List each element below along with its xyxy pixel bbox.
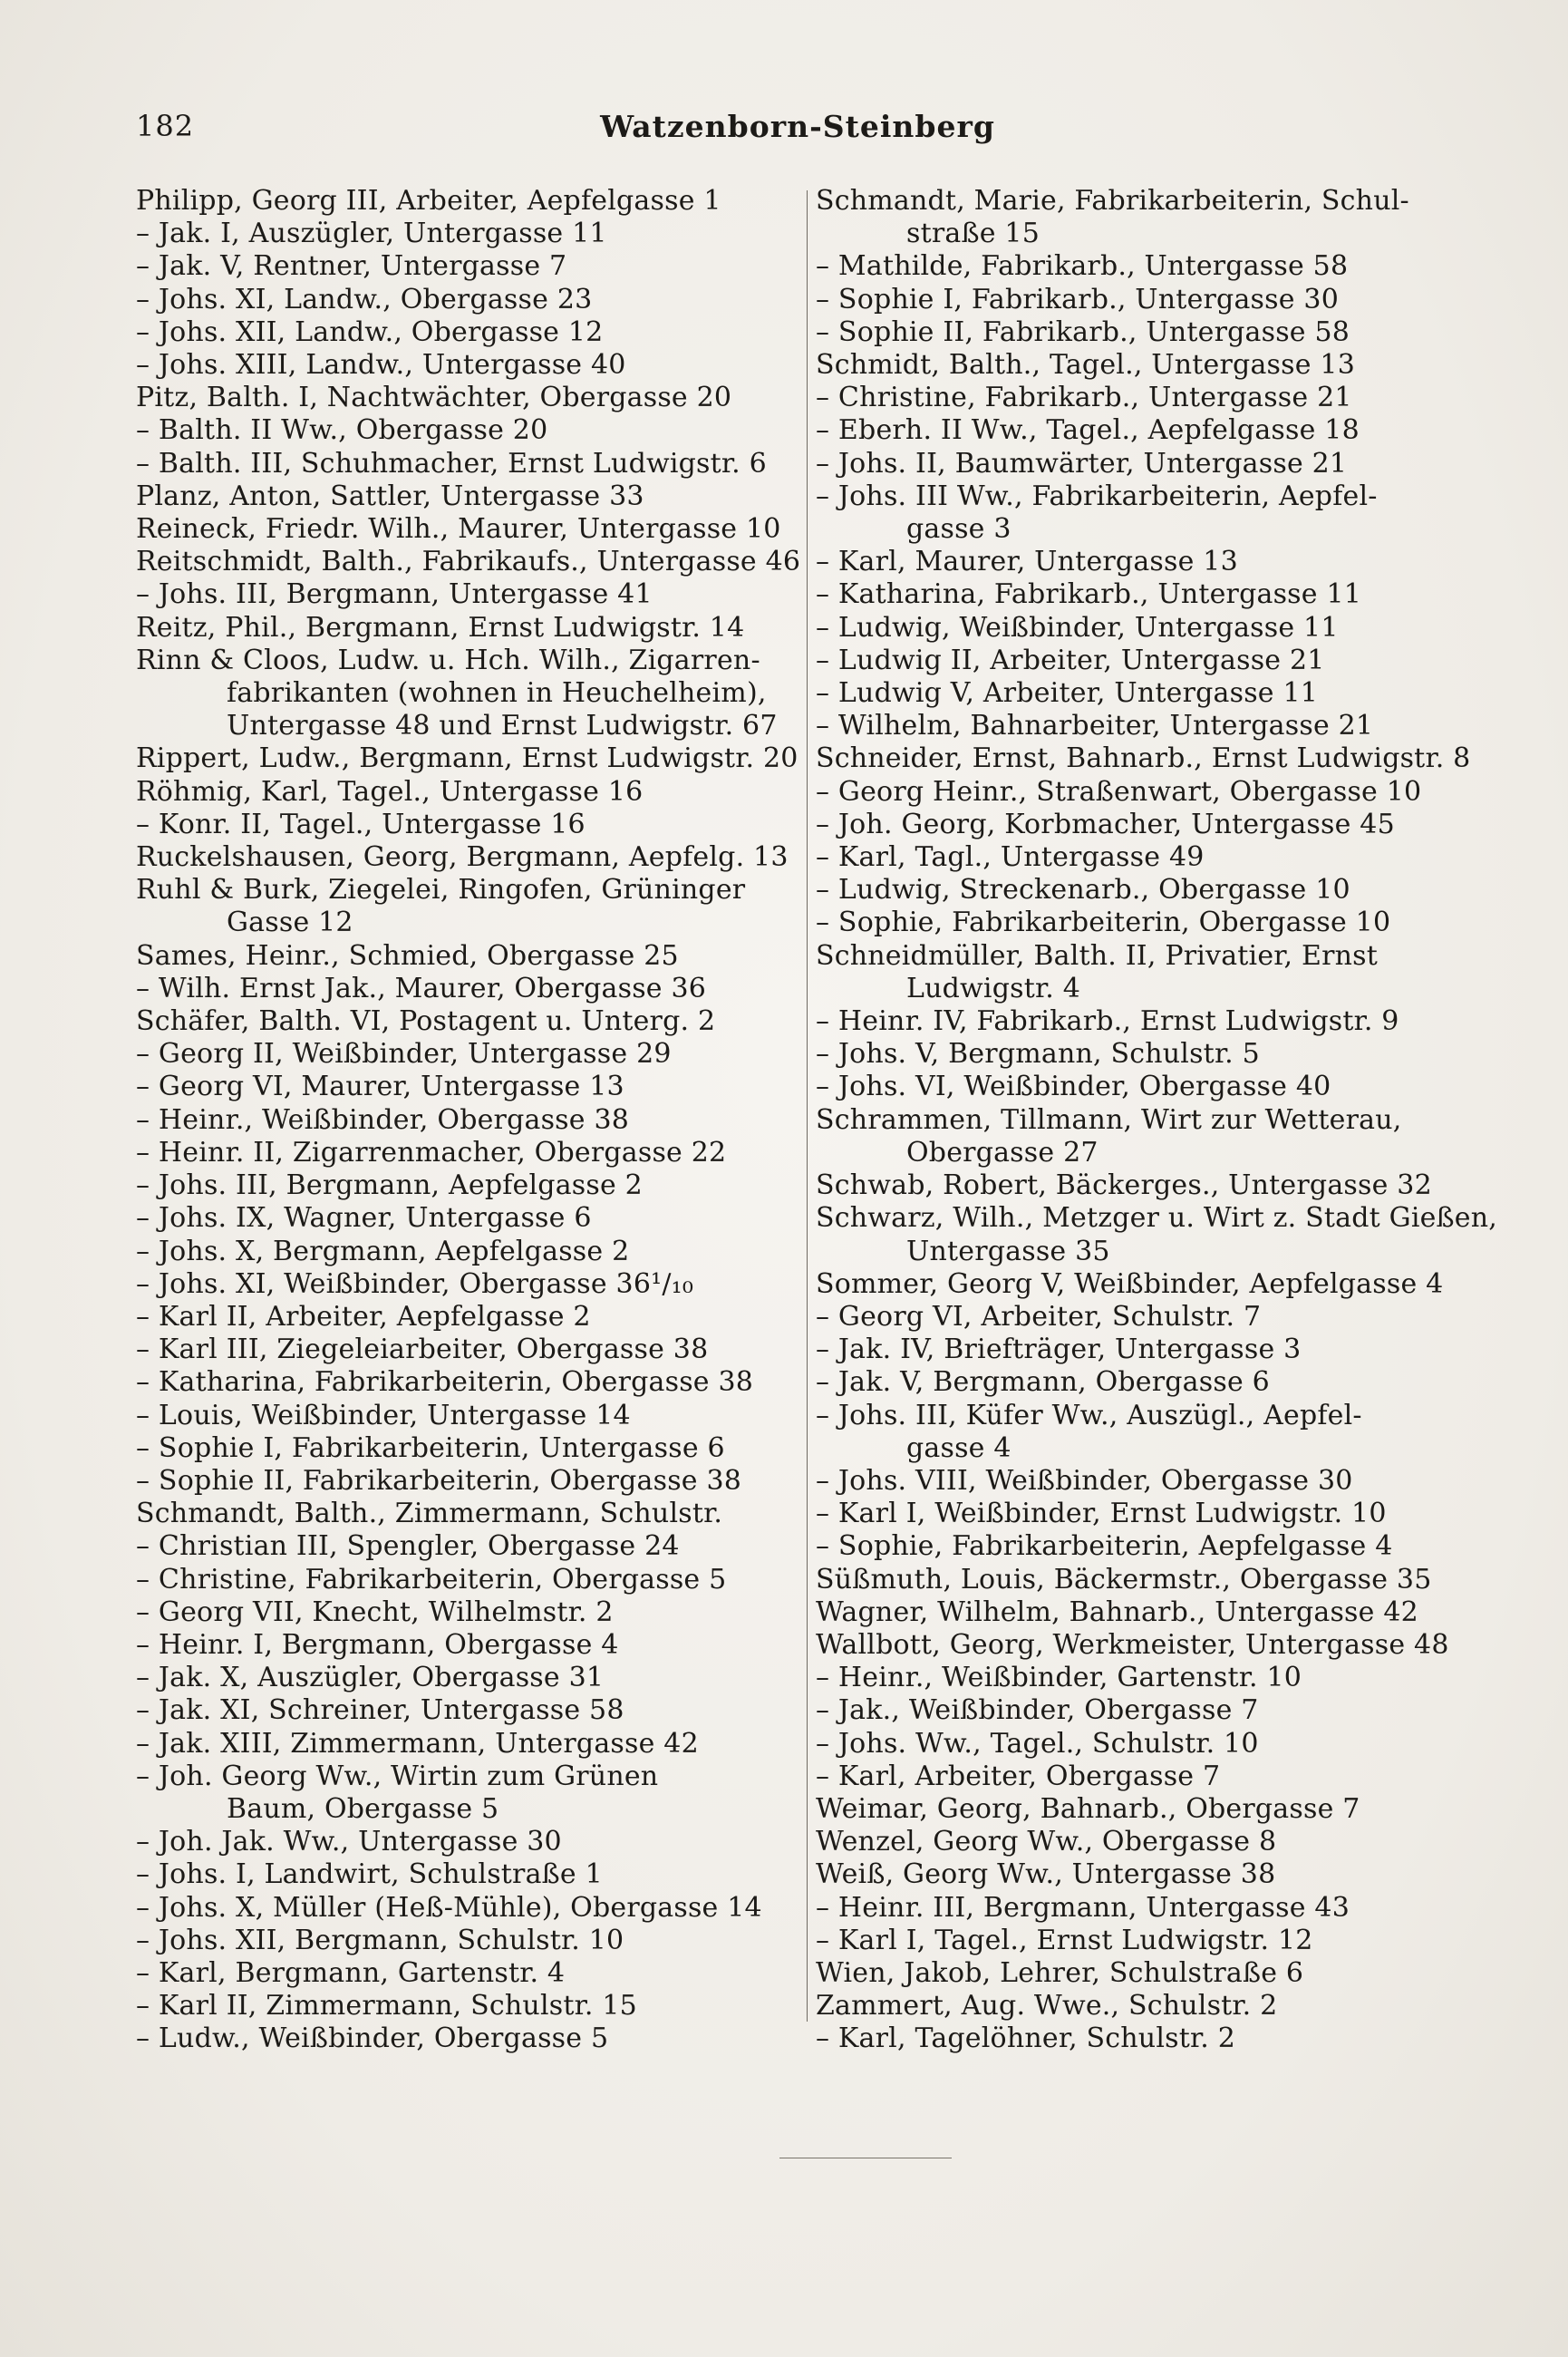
directory-entry: – Balth. III, Schuhmacher, Ernst Ludwigstr. 6 (136, 447, 767, 480)
directory-entry: – Johs. V, Bergmann, Schulstr. 5 (816, 1038, 1260, 1071)
directory-entry-continuation: Obergasse 27 (906, 1136, 1099, 1169)
directory-entry: Schwarz, Wilh., Metzger u. Wirt z. Stadt Gießen, (816, 1202, 1498, 1235)
directory-entry: – Karl, Arbeiter, Obergasse 7 (816, 1760, 1221, 1792)
directory-entry: Sommer, Georg V, Weißbinder, Aepfelgasse 4 (816, 1267, 1444, 1300)
directory-entry: Rippert, Ludw., Bergmann, Ernst Ludwigstr. 20 (136, 742, 799, 775)
directory-entry: Schmandt, Marie, Fabrikarbeiterin, Schul- (816, 185, 1409, 217)
page-number: 182 (136, 109, 195, 143)
directory-entry: – Sophie II, Fabrikarb., Untergasse 58 (816, 315, 1350, 348)
directory-entry: – Jak. X, Auszügler, Obergasse 31 (136, 1662, 605, 1694)
directory-entry: – Georg VII, Knecht, Wilhelmstr. 2 (136, 1596, 614, 1628)
directory-entry: – Heinr. I, Bergmann, Obergasse 4 (136, 1628, 619, 1661)
directory-entry: Reitz, Phil., Bergmann, Ernst Ludwigstr. 14 (136, 611, 745, 644)
directory-entry-continuation: gasse 4 (906, 1431, 1011, 1464)
directory-entry: Reineck, Friedr. Wilh., Maurer, Untergasse 10 (136, 513, 781, 546)
directory-entry: – Sophie, Fabrikarbeiterin, Obergasse 10 (816, 907, 1391, 939)
directory-entry: – Johs. III, Bergmann, Untergasse 41 (136, 578, 653, 611)
directory-entry: – Ludwig, Weißbinder, Untergasse 11 (816, 611, 1339, 644)
directory-entry-continuation: Untergasse 48 und Ernst Ludwigstr. 67 (227, 710, 778, 742)
directory-entry: – Katharina, Fabrikarbeiterin, Obergasse 38 (136, 1366, 754, 1399)
directory-entry: – Karl, Tagl., Untergasse 49 (816, 841, 1205, 874)
directory-entry: Wagner, Wilhelm, Bahnarb., Untergasse 42 (816, 1596, 1418, 1628)
directory-entry: – Georg VI, Arbeiter, Schulstr. 7 (816, 1300, 1262, 1333)
directory-entry: Weiß, Georg Ww., Untergasse 38 (816, 1858, 1276, 1891)
directory-entry: Ruhl & Burk, Ziegelei, Ringofen, Grüninger (136, 874, 746, 907)
directory-entry: Ruckelshausen, Georg, Bergmann, Aepfelg. 13 (136, 841, 789, 874)
directory-entry: Wenzel, Georg Ww., Obergasse 8 (816, 1826, 1277, 1858)
directory-entry: Philipp, Georg III, Arbeiter, Aepfelgasse 1 (136, 185, 721, 217)
directory-entry: – Christian III, Spengler, Obergasse 24 (136, 1530, 680, 1563)
right-column (816, 185, 1498, 2056)
directory-entry: – Johs. XIII, Landw., Untergasse 40 (136, 349, 626, 382)
directory-entry: – Johs. III, Küfer Ww., Auszügl., Aepfel- (816, 1399, 1362, 1431)
directory-entry: – Sophie I, Fabrikarb., Untergasse 30 (816, 283, 1340, 315)
directory-entry: – Johs. II, Baumwärter, Untergasse 21 (816, 447, 1348, 480)
directory-entry: – Balth. II Ww., Obergasse 20 (136, 414, 548, 447)
directory-entry: – Jak. XIII, Zimmermann, Untergasse 42 (136, 1727, 699, 1760)
directory-entry: – Johs. X, Müller (Heß-Mühle), Obergasse 14 (136, 1891, 762, 1924)
directory-entry: – Johs. I, Landwirt, Schulstraße 1 (136, 1858, 603, 1891)
directory-entry: Schmandt, Balth., Zimmermann, Schulstr. (136, 1498, 723, 1530)
directory-entry: Reitschmidt, Balth., Fabrikaufs., Untergasse 46 (136, 546, 801, 578)
directory-entry: – Karl II, Arbeiter, Aepfelgasse 2 (136, 1300, 591, 1333)
directory-entry: – Ludwig II, Arbeiter, Untergasse 21 (816, 644, 1325, 676)
directory-entry: – Jak. V, Bergmann, Obergasse 6 (816, 1366, 1270, 1399)
directory-entry: – Sophie, Fabrikarbeiterin, Aepfelgasse 4 (816, 1530, 1393, 1563)
directory-entry: – Heinr. II, Zigarrenmacher, Obergasse 22 (136, 1136, 727, 1169)
directory-entry: Zammert, Aug. Wwe., Schulstr. 2 (816, 1990, 1278, 2022)
directory-entry: – Christine, Fabrikarb., Untergasse 21 (816, 382, 1352, 414)
directory-entry: Schäfer, Balth. VI, Postagent u. Unterg. 2 (136, 1005, 716, 1038)
directory-entry: Schwab, Robert, Bäckerges., Untergasse 32 (816, 1169, 1432, 1202)
directory-entry: Schneider, Ernst, Bahnarb., Ernst Ludwigstr. 8 (816, 742, 1471, 775)
directory-entry: – Jak. XI, Schreiner, Untergasse 58 (136, 1694, 624, 1727)
directory-entry: – Georg II, Weißbinder, Untergasse 29 (136, 1038, 672, 1071)
directory-entry: – Mathilde, Fabrikarb., Untergasse 58 (816, 250, 1349, 283)
directory-entry: – Heinr. IV, Fabrikarb., Ernst Ludwigstr. 9 (816, 1005, 1399, 1038)
directory-entry-continuation: Untergasse 35 (906, 1235, 1110, 1267)
directory-entry: – Karl, Maurer, Untergasse 13 (816, 546, 1238, 578)
directory-entry: – Heinr., Weißbinder, Gartenstr. 10 (816, 1662, 1302, 1694)
directory-entry: Röhmig, Karl, Tagel., Untergasse 16 (136, 775, 644, 808)
directory-entry: – Karl I, Weißbinder, Ernst Ludwigstr. 10 (816, 1498, 1387, 1530)
directory-entry: – Heinr., Weißbinder, Obergasse 38 (136, 1103, 630, 1136)
directory-entry-continuation: Ludwigstr. 4 (906, 972, 1080, 1004)
directory-entry: – Ludwig, Streckenarb., Obergasse 10 (816, 874, 1350, 907)
directory-entry: – Louis, Weißbinder, Untergasse 14 (136, 1399, 631, 1431)
directory-entry: – Karl III, Ziegeleiarbeiter, Obergasse 38 (136, 1334, 709, 1366)
directory-entry: – Johs. XI, Weißbinder, Obergasse 36¹/₁₀ (136, 1267, 694, 1300)
directory-entry: Schrammen, Tillmann, Wirt zur Wetterau, (816, 1103, 1402, 1136)
directory-entry: Weimar, Georg, Bahnarb., Obergasse 7 (816, 1792, 1360, 1825)
directory-entry: – Joh. Jak. Ww., Untergasse 30 (136, 1826, 562, 1858)
directory-entry: – Joh. Georg Ww., Wirtin zum Grünen (136, 1760, 659, 1792)
directory-entry-continuation: straße 15 (906, 218, 1040, 250)
directory-entry: – Wilhelm, Bahnarbeiter, Untergasse 21 (816, 710, 1374, 742)
directory-entry: – Ludwig V, Arbeiter, Untergasse 11 (816, 677, 1319, 710)
directory-entry: – Karl II, Zimmermann, Schulstr. 15 (136, 1990, 637, 2022)
directory-entry: – Karl I, Tagel., Ernst Ludwigstr. 12 (816, 1924, 1313, 1956)
directory-entry: – Karl, Tagelöhner, Schulstr. 2 (816, 2022, 1235, 2055)
directory-entry: – Johs. X, Bergmann, Aepfelgasse 2 (136, 1235, 630, 1267)
directory-entry: – Sophie II, Fabrikarbeiterin, Obergasse 38 (136, 1464, 742, 1497)
directory-entry: Rinn & Cloos, Ludw. u. Hch. Wilh., Zigarren- (136, 644, 760, 676)
directory-entry: – Jak. I, Auszügler, Untergasse 11 (136, 218, 607, 250)
directory-entry: – Johs. XI, Landw., Obergasse 23 (136, 283, 593, 315)
directory-entry: – Karl, Bergmann, Gartenstr. 4 (136, 1956, 566, 1989)
directory-entry: Sames, Heinr., Schmied, Obergasse 25 (136, 939, 679, 972)
directory-entry-continuation: Gasse 12 (227, 907, 353, 939)
directory-entry: – Katharina, Fabrikarb., Untergasse 11 (816, 578, 1362, 611)
directory-entry: – Jak. IV, Briefträger, Untergasse 3 (816, 1334, 1302, 1366)
directory-entry: Süßmuth, Louis, Bäckermstr., Obergasse 35 (816, 1563, 1432, 1596)
directory-entry: Schmidt, Balth., Tagel., Untergasse 13 (816, 349, 1355, 382)
directory-entry: – Christine, Fabrikarbeiterin, Obergasse 5 (136, 1563, 727, 1596)
directory-entry: – Jak., Weißbinder, Obergasse 7 (816, 1694, 1259, 1727)
directory-entry: – Joh. Georg, Korbmacher, Untergasse 45 (816, 808, 1395, 840)
directory-entry: – Johs. III Ww., Fabrikarbeiterin, Aepfel- (816, 480, 1378, 512)
directory-entry: – Johs. Ww., Tagel., Schulstr. 10 (816, 1727, 1259, 1760)
directory-entry: – Johs. XII, Landw., Obergasse 12 (136, 315, 604, 348)
directory-entry: Schneidmüller, Balth. II, Privatier, Ernst (816, 939, 1379, 972)
directory-entry: – Johs. VIII, Weißbinder, Obergasse 30 (816, 1464, 1353, 1497)
directory-entry: – Jak. V, Rentner, Untergasse 7 (136, 250, 567, 283)
directory-entry: Planz, Anton, Sattler, Untergasse 33 (136, 480, 644, 512)
directory-entry: – Eberh. II Ww., Tagel., Aepfelgasse 18 (816, 414, 1360, 447)
directory-entry: – Wilh. Ernst Jak., Maurer, Obergasse 36 (136, 972, 707, 1004)
directory-entry: – Georg Heinr., Straßenwart, Obergasse 10 (816, 775, 1422, 808)
directory-entry: – Georg VI, Maurer, Untergasse 13 (136, 1071, 624, 1103)
directory-entry: – Sophie I, Fabrikarbeiterin, Untergasse 6 (136, 1431, 725, 1464)
directory-entry: – Johs. IX, Wagner, Untergasse 6 (136, 1202, 592, 1235)
directory-entry: Pitz, Balth. I, Nachtwächter, Obergasse 20 (136, 382, 732, 414)
directory-entry: Wallbott, Georg, Werkmeister, Untergasse 48 (816, 1628, 1449, 1661)
page-header (136, 109, 1459, 154)
directory-entry: – Johs. III, Bergmann, Aepfelgasse 2 (136, 1169, 643, 1202)
directory-entry: – Konr. II, Tagel., Untergasse 16 (136, 808, 586, 840)
column-divider (807, 190, 808, 2022)
directory-entry: – Ludw., Weißbinder, Obergasse 5 (136, 2022, 609, 2055)
directory-entry: – Johs. VI, Weißbinder, Obergasse 40 (816, 1071, 1331, 1103)
directory-entry-continuation: fabrikanten (wohnen in Heuchelheim), (227, 677, 767, 710)
directory-entry: – Johs. XII, Bergmann, Schulstr. 10 (136, 1924, 624, 1956)
running-title: Watzenborn-Steinberg (600, 109, 995, 144)
directory-entry-continuation: gasse 3 (906, 513, 1011, 546)
directory-entry: – Heinr. III, Bergmann, Untergasse 43 (816, 1891, 1350, 1924)
left-column (136, 185, 801, 2056)
directory-entry: Wien, Jakob, Lehrer, Schulstraße 6 (816, 1956, 1304, 1989)
directory-entry-continuation: Baum, Obergasse 5 (227, 1792, 499, 1825)
